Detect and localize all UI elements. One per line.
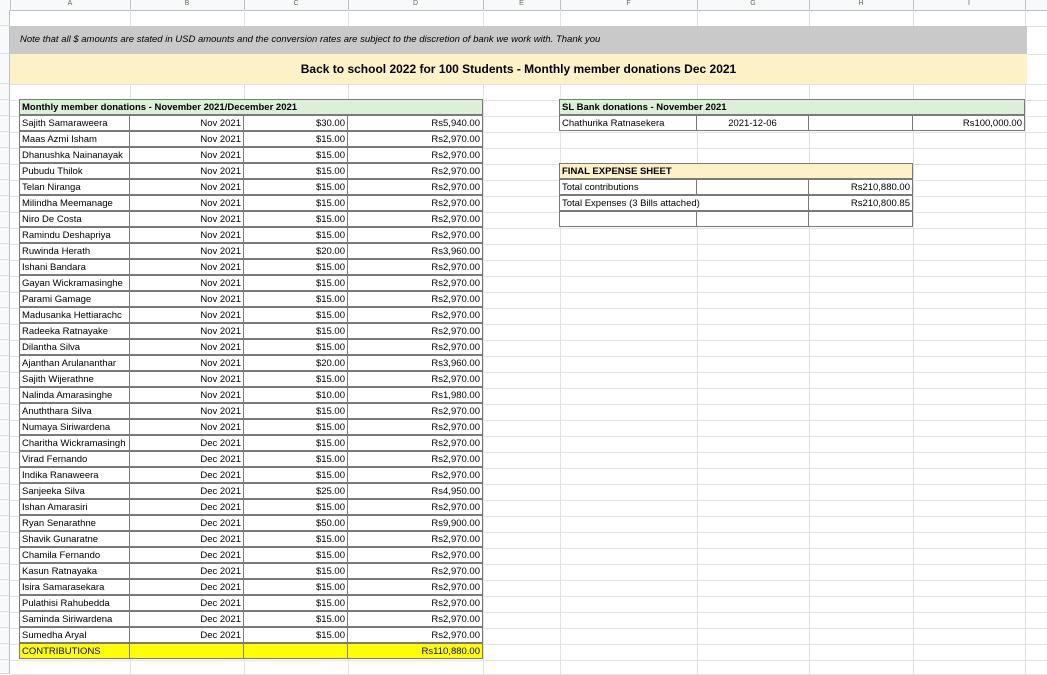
row-header[interactable] [0,516,10,532]
donation-month[interactable]: Dec 2021 [129,483,244,499]
row-header[interactable] [0,308,10,324]
donation-usd[interactable]: $15.00 [243,323,348,339]
donation-lkr[interactable]: Rs3,960.00 [347,355,483,371]
row-header[interactable] [0,356,10,372]
row-header[interactable] [0,10,10,26]
donation-month[interactable]: Dec 2021 [129,547,244,563]
expense-header[interactable]: FINAL EXPENSE SHEET [559,163,913,179]
donation-month[interactable]: Nov 2021 [129,387,244,403]
donor-name[interactable]: Maas Azmi Isham [19,131,130,147]
row-header[interactable] [0,84,10,100]
donation-month[interactable]: Dec 2021 [129,579,244,595]
donation-month[interactable]: Nov 2021 [129,403,244,419]
donation-usd[interactable]: $15.00 [243,179,348,195]
donation-lkr[interactable]: Rs2,970.00 [347,211,483,227]
row-header[interactable] [0,228,10,244]
row-header[interactable] [0,564,10,580]
donation-usd[interactable]: $20.00 [243,355,348,371]
donor-name[interactable]: Isira Samarasekara [19,579,130,595]
donation-usd[interactable]: $15.00 [243,563,348,579]
expense-empty-row[interactable] [808,211,913,227]
donation-lkr[interactable]: Rs2,970.00 [347,579,483,595]
row-header[interactable] [0,148,10,164]
donation-usd[interactable]: $15.00 [243,419,348,435]
donation-usd[interactable]: $15.00 [243,147,348,163]
expense-empty-g[interactable] [696,179,809,195]
row-header[interactable] [0,404,10,420]
donation-lkr[interactable]: Rs2,970.00 [347,227,483,243]
donor-name[interactable]: Ishani Bandara [19,259,130,275]
row-header[interactable] [0,612,10,628]
row-header[interactable] [0,388,10,404]
donation-month[interactable]: Nov 2021 [129,355,244,371]
donation-lkr[interactable]: Rs2,970.00 [347,339,483,355]
donation-lkr[interactable]: Rs2,970.00 [347,499,483,515]
donation-month[interactable]: Nov 2021 [129,243,244,259]
donation-lkr[interactable]: Rs3,960.00 [347,243,483,259]
donor-name[interactable]: Pubudu Thilok [19,163,130,179]
donation-lkr[interactable]: Rs2,970.00 [347,307,483,323]
currency-note[interactable]: Note that all $ amounts are stated in USD amounts and the conversion rates are subject to the discretion of bank we work with. Thank you [10,26,1027,54]
donation-month[interactable]: Dec 2021 [129,595,244,611]
donation-lkr[interactable]: Rs2,970.00 [347,403,483,419]
row-header[interactable] [0,164,10,180]
donation-lkr[interactable]: Rs4,950.00 [347,483,483,499]
row-header[interactable] [0,660,10,674]
donation-usd[interactable]: $15.00 [243,227,348,243]
donation-month[interactable]: Dec 2021 [129,467,244,483]
row-header[interactable] [0,196,10,212]
donation-usd[interactable]: $15.00 [243,307,348,323]
donation-usd[interactable]: $15.00 [243,435,348,451]
row-header[interactable] [0,244,10,260]
expense-value[interactable]: Rs210,800.85 [808,195,913,211]
donor-name[interactable]: Sajith Wijerathne [19,371,130,387]
donation-lkr[interactable]: Rs2,970.00 [347,163,483,179]
donation-usd[interactable]: $15.00 [243,595,348,611]
donation-month[interactable]: Nov 2021 [129,307,244,323]
row-header[interactable] [0,212,10,228]
donations-header[interactable]: Monthly member donations - November 2021/December 2021 [19,99,483,115]
donor-name[interactable]: Shavik Gunaratne [19,531,130,547]
gridline-col [1025,10,1026,674]
column-header-c[interactable]: C [244,0,349,10]
bank-header[interactable]: SL Bank donations - November 2021 [559,99,1025,115]
donation-month[interactable]: Nov 2021 [129,163,244,179]
expense-empty-row[interactable] [559,211,697,227]
donation-usd[interactable]: $15.00 [243,275,348,291]
bank-donation-amount[interactable]: Rs100,000.00 [912,115,1025,131]
donation-usd[interactable]: $25.00 [243,483,348,499]
column-header-i[interactable]: I [913,0,1026,10]
column-header-bar [0,0,1047,11]
donation-usd[interactable]: $15.00 [243,339,348,355]
expense-value[interactable]: Rs210,880.00 [808,179,913,195]
donation-usd[interactable]: $15.00 [243,291,348,307]
row-header[interactable] [0,644,10,660]
donation-usd[interactable]: $15.00 [243,467,348,483]
donation-month[interactable]: Nov 2021 [129,195,244,211]
donation-month[interactable]: Dec 2021 [129,627,244,643]
donation-lkr[interactable]: Rs2,970.00 [347,531,483,547]
column-header-g[interactable]: G [697,0,810,10]
donation-lkr[interactable]: Rs2,970.00 [347,467,483,483]
donation-month[interactable]: Nov 2021 [129,131,244,147]
row-header[interactable] [0,54,10,84]
row-header[interactable] [0,452,10,468]
expense-empty-row[interactable] [696,211,809,227]
donation-usd[interactable]: $50.00 [243,515,348,531]
donation-usd[interactable]: $15.00 [243,371,348,387]
contributions-empty-c[interactable] [243,643,348,659]
donor-name[interactable]: Kasun Ratnayaka [19,563,130,579]
donor-name[interactable]: Chamila Fernando [19,547,130,563]
donation-lkr[interactable]: Rs1,980.00 [347,387,483,403]
donor-name[interactable]: Anuththara Silva [19,403,130,419]
donor-name[interactable]: Ryan Senarathne [19,515,130,531]
donor-name[interactable]: Telan Niranga [19,179,130,195]
row-header[interactable] [0,468,10,484]
donation-month[interactable]: Nov 2021 [129,115,244,131]
row-header[interactable] [0,548,10,564]
donation-lkr[interactable]: Rs2,970.00 [347,547,483,563]
donor-name[interactable]: Dilantha Silva [19,339,130,355]
donor-name[interactable]: Milindha Meemanage [19,195,130,211]
donation-lkr[interactable]: Rs2,970.00 [347,611,483,627]
donation-usd[interactable]: $15.00 [243,611,348,627]
donation-lkr[interactable]: Rs2,970.00 [347,291,483,307]
row-header[interactable] [0,132,10,148]
donation-month[interactable]: Dec 2021 [129,499,244,515]
row-header[interactable] [0,26,10,54]
donation-lkr[interactable]: Rs2,970.00 [347,131,483,147]
row-header[interactable] [0,324,10,340]
donation-lkr[interactable]: Rs2,970.00 [347,195,483,211]
donation-usd[interactable]: $30.00 [243,115,348,131]
donation-usd[interactable]: $20.00 [243,243,348,259]
row-header[interactable] [0,436,10,452]
donation-month[interactable]: Nov 2021 [129,323,244,339]
donor-name[interactable]: Parami Gamage [19,291,130,307]
row-header[interactable] [0,596,10,612]
gridline-row [10,84,1047,85]
donor-name[interactable]: Sumedha Aryal [19,627,130,643]
gridline-row [10,660,1047,661]
bank-empty-h[interactable] [808,115,913,131]
donation-month[interactable]: Dec 2021 [129,451,244,467]
donation-lkr[interactable]: Rs2,970.00 [347,451,483,467]
column-header-b[interactable]: B [130,0,245,10]
donation-month[interactable]: Dec 2021 [129,435,244,451]
row-header[interactable] [0,260,10,276]
donor-name[interactable]: Niro De Costa [19,211,130,227]
donation-lkr[interactable]: Rs2,970.00 [347,259,483,275]
donor-name[interactable]: Sajith Samaraweera [19,115,130,131]
donation-usd[interactable]: $15.00 [243,547,348,563]
donation-month[interactable]: Dec 2021 [129,515,244,531]
donor-name[interactable]: Ishan Amarasiri [19,499,130,515]
contributions-total[interactable]: Rs110,880.00 [347,643,483,659]
donor-name[interactable]: Virad Fernando [19,451,130,467]
donor-name[interactable]: Charitha Wickramasingh [19,435,130,451]
row-header[interactable] [0,580,10,596]
donation-usd[interactable]: $15.00 [243,531,348,547]
expense-label[interactable]: Total Expenses (3 Bills attached) [559,195,810,211]
bank-donation-date[interactable]: 2021-12-06 [696,115,809,131]
row-header[interactable] [0,532,10,548]
donation-usd[interactable]: $10.00 [243,387,348,403]
gridline-col [483,10,484,674]
column-header-e[interactable]: E [483,0,561,10]
donation-usd[interactable]: $15.00 [243,499,348,515]
sheet-title[interactable]: Back to school 2022 for 100 Students - Monthly member donations Dec 2021 [10,54,1027,84]
donor-name[interactable]: Sanjeeka Silva [19,483,130,499]
donation-lkr[interactable]: Rs9,900.00 [347,515,483,531]
row-header[interactable] [0,340,10,356]
column-header-f[interactable]: F [560,0,698,10]
donation-usd[interactable]: $15.00 [243,627,348,643]
contributions-empty-b[interactable] [129,643,244,659]
donor-name[interactable]: Radeeka Ratnayake [19,323,130,339]
expense-label[interactable]: Total contributions [559,179,697,195]
row-header[interactable] [0,100,10,116]
row-header[interactable] [0,500,10,516]
donation-lkr[interactable]: Rs2,970.00 [347,275,483,291]
donation-lkr[interactable]: Rs2,970.00 [347,323,483,339]
donor-name[interactable]: Madusanka Hettiarachc [19,307,130,323]
donation-usd[interactable]: $15.00 [243,163,348,179]
donation-month[interactable]: Nov 2021 [129,339,244,355]
donor-name[interactable]: Ramindu Deshapriya [19,227,130,243]
donation-lkr[interactable]: Rs2,970.00 [347,563,483,579]
donation-month[interactable]: Nov 2021 [129,419,244,435]
donation-month[interactable]: Nov 2021 [129,275,244,291]
contributions-label[interactable]: CONTRIBUTIONS [19,643,130,659]
donation-usd[interactable]: $15.00 [243,259,348,275]
row-header[interactable] [0,276,10,292]
donation-usd[interactable]: $15.00 [243,211,348,227]
column-header-a[interactable]: A [10,0,131,10]
donor-name[interactable]: Nalinda Amarasinghe [19,387,130,403]
row-header[interactable] [0,116,10,132]
donation-usd[interactable]: $15.00 [243,451,348,467]
donation-usd[interactable]: $15.00 [243,579,348,595]
bank-donor-name[interactable]: Chathurika Ratnasekera [559,115,697,131]
donor-name[interactable]: Saminda Siriwardena [19,611,130,627]
donor-name[interactable]: Indika Ranaweera [19,467,130,483]
donation-lkr[interactable]: Rs2,970.00 [347,179,483,195]
row-header[interactable] [0,372,10,388]
donor-name[interactable]: Numaya Siriwardena [19,419,130,435]
column-header-h[interactable]: H [809,0,914,10]
donor-name[interactable]: Pulathisi Rahubedda [19,595,130,611]
donation-month[interactable]: Nov 2021 [129,211,244,227]
donation-month[interactable]: Nov 2021 [129,179,244,195]
donor-name[interactable]: Ajanthan Arulananthar [19,355,130,371]
donation-lkr[interactable]: Rs2,970.00 [347,435,483,451]
donation-lkr[interactable]: Rs2,970.00 [347,147,483,163]
donation-usd[interactable]: $15.00 [243,195,348,211]
donation-month[interactable]: Dec 2021 [129,531,244,547]
donation-month[interactable]: Dec 2021 [129,611,244,627]
row-header[interactable] [0,484,10,500]
donation-month[interactable]: Nov 2021 [129,291,244,307]
donor-name[interactable]: Dhanushka Nainanayak [19,147,130,163]
donation-lkr[interactable]: Rs2,970.00 [347,627,483,643]
donor-name[interactable]: Gayan Wickramasinghe [19,275,130,291]
row-header[interactable] [0,420,10,436]
donation-lkr[interactable]: Rs5,940.00 [347,115,483,131]
donation-month[interactable]: Nov 2021 [129,147,244,163]
donor-name[interactable]: Ruwinda Herath [19,243,130,259]
donation-month[interactable]: Nov 2021 [129,371,244,387]
donation-usd[interactable]: $15.00 [243,403,348,419]
donation-lkr[interactable]: Rs2,970.00 [347,419,483,435]
donation-month[interactable]: Nov 2021 [129,227,244,243]
row-header[interactable] [0,180,10,196]
donation-lkr[interactable]: Rs2,970.00 [347,595,483,611]
row-header[interactable] [0,628,10,644]
donation-lkr[interactable]: Rs2,970.00 [347,371,483,387]
donation-month[interactable]: Nov 2021 [129,259,244,275]
row-header[interactable] [0,292,10,308]
column-header-d[interactable]: D [348,0,484,10]
donation-month[interactable]: Dec 2021 [129,563,244,579]
donation-usd[interactable]: $15.00 [243,131,348,147]
